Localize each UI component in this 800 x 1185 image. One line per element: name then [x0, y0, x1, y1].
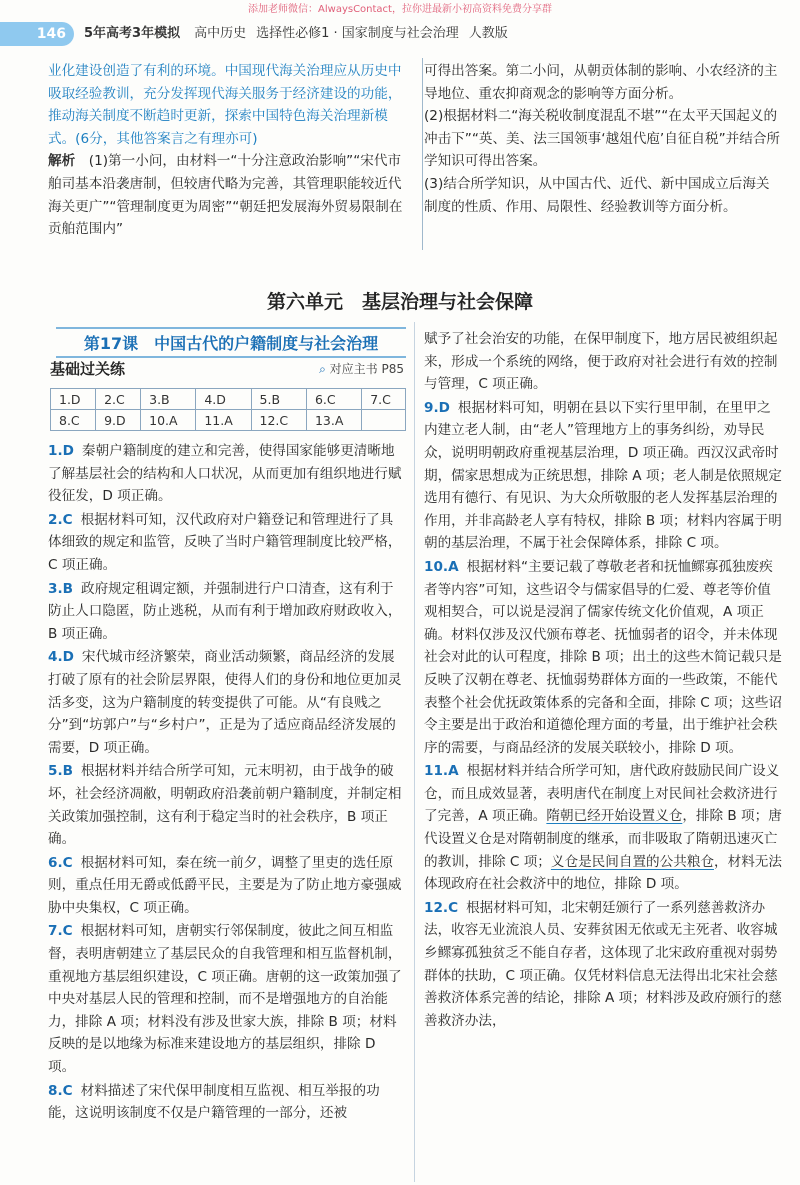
item-text: 赋予了社会治安的功能，在保甲制度下，地方居民被组织起来，形成一个系统的网络，便于政府对社会进行有效的控制与管理，C 项正确。	[424, 331, 778, 393]
underlined-text: 隋朝已经开始设置义仓	[546, 808, 683, 825]
top-right-block	[424, 60, 782, 218]
item-answer: B	[62, 580, 73, 597]
item-text: ，排除 B 项；唐代设置义仓是对隋朝制度的继承，而非吸取了隋朝迅速灭亡的教训，排除 C 项；	[424, 808, 782, 870]
section-header	[50, 358, 406, 382]
item-answer: B	[62, 763, 73, 780]
item-number: 6.	[48, 854, 63, 871]
answer-cell: 4.D	[196, 389, 251, 410]
item-answer: D	[438, 399, 450, 416]
item-number: 9.	[424, 399, 439, 416]
item-text: 根据材料“主要记载了尊敬老者和抚恤鳏寡孤独废疾者等内容”可知，这些诏令与儒家倡导的仁爱、尊老等价值观相契合，可以说是浸润了儒家传统文化价值观，A 项正确。材料仅涉及汉代颁布尊老、抚恤弱者的诏令，并未体现社会对此的认可程度，排除 B 项；出土的这些木简记载只是反映了汉朝在尊老、抚恤弱势群体方面的一些政策，不能代表整个社会优抚政策体系的完备和全面，排除 C 项；这些诏令主要是出于政治和道德伦理方面的考量，出于维护社会秩序的需要，与商品经济的发展关联较小，排除 D 项。	[424, 558, 782, 756]
item-text: 根据材料可知，唐朝实行邻保制度，彼此之间互相监督，表明唐朝建立了基层民众的自我管理和相互监督机制，重视地方基层组织建设，C 项正确。唐朝的这一政策加强了中央对基层人民的管理和控制，而不是增强地方的自治能力，排除 A 项；材料没有涉及世家大族，排除 B 项；材料反映的是以地缘为标准来建设地方的基层组织，排除 D 项。	[48, 923, 402, 1076]
explain-line: 可得出答案。第二小问，从朝贡体制的影响、小农经济的主导地位、重农抑商观念的影响等方面分析。	[424, 63, 778, 102]
answer-cell: 1.D	[51, 389, 96, 410]
list-item	[48, 920, 406, 1078]
item-text: 根据材料并结合所学可知，元末明初，由于战争的破坏，社会经济凋敝，明朝政府沿袭前朝户籍制度，并制定相关政策加强控制，这有利于稳定当时的社会秩序，B 项正确。	[48, 763, 402, 848]
list-item	[48, 646, 406, 759]
item-number: 2.	[48, 511, 63, 528]
item-number: 5.	[48, 763, 63, 780]
answer-text: 业化建设创造了有利的环境。中国现代海关治理应从历史中吸取经验教训，充分发挥现代海关服务于经济建设的功能，推动海关制度不断趋时更新，探索中国特色海关治理新模式。(6分，其他答案言之有理亦可)	[48, 63, 402, 147]
list-item	[48, 578, 406, 646]
item-answer: C	[62, 1082, 73, 1099]
item-number: 11.	[424, 763, 449, 780]
item-answer: A	[448, 558, 459, 575]
item-answer: D	[62, 443, 74, 459]
answer-cell	[362, 410, 406, 431]
answer-cell: 12.C	[251, 410, 306, 431]
list-item	[424, 760, 782, 896]
list-item	[424, 897, 782, 1033]
item-text: 秦朝户籍制度的建立和完善，使得国家能够更清晰地了解基层社会的结构和人口状况，从而更加有组织地进行赋役征发，D 项正确。	[48, 443, 402, 505]
answer-cell: 13.A	[306, 410, 361, 431]
answer-cell: 10.A	[141, 410, 196, 431]
list-item	[48, 509, 406, 577]
list-item	[48, 440, 406, 508]
explain-line: (3)结合所学知识，从中国古代、近代、新中国成立后海关制度的性质、作用、局限性、经验教训等方面分析。	[424, 175, 770, 215]
answer-cell: 6.C	[306, 389, 361, 410]
table-row	[51, 389, 406, 410]
item-text: 政府规定租调定额，并强制进行户口清查，这有利于防止人口隐匿，防止逃税，从而有利于增加政府财政收入，B 项正确。	[48, 580, 402, 642]
search-icon: ⌕	[319, 362, 326, 376]
page-number: 146	[0, 22, 74, 46]
answer-cell: 2.C	[96, 389, 141, 410]
item-text: 根据材料并结合所学可知，唐代政府鼓励民间广设义仓，而且成效显著，表明唐代在制度上对民间社会救济进行了完善，A 项正确。	[424, 763, 780, 825]
list-item	[48, 760, 406, 850]
answer-cell: 9.D	[96, 410, 141, 431]
explain-line: (2)根据材料二“海关税收制度混乱不堪”“在太平天国起义的冲击下”“英、美、法三国领事‘越俎代庖’自征自税”并结合所学知识可得出答案。	[424, 108, 781, 170]
left-explanations	[48, 440, 406, 1126]
item-text: 根据材料可知，秦在统一前夕，调整了里吏的选任原则，重点任用无爵或低爵平民，主要是为了防止地方豪强威胁中央集权，C 项正确。	[48, 854, 402, 916]
answer-cell: 3.B	[141, 389, 196, 410]
page-header	[0, 22, 800, 48]
item-text: 根据材料可知，汉代政府对户籍登记和管理进行了具体细致的规定和监管，反映了当时户籍管理制度比较严格，C 项正确。	[48, 511, 402, 573]
item-answer: D	[62, 649, 74, 666]
item-number: 4.	[48, 649, 63, 666]
answer-cell: 7.C	[362, 389, 406, 410]
item-answer: A	[448, 763, 459, 780]
item-number: 1.	[48, 443, 63, 459]
item-answer: C	[62, 854, 73, 871]
item-number: 8.	[48, 1082, 63, 1099]
unit-title: 第六单元 基层治理与社会保障	[266, 291, 533, 313]
right-explanations	[424, 328, 782, 1033]
book-title: 5年高考3年模拟	[84, 26, 181, 41]
publisher: 人教版	[468, 26, 508, 41]
subject: 高中历史	[194, 26, 247, 41]
answer-cell: 11.A	[196, 410, 251, 431]
header-text	[84, 22, 518, 46]
item-answer: C	[62, 923, 73, 940]
list-item	[424, 328, 782, 396]
underlined-text: 义仓是民间自置的公共粮仓	[550, 853, 715, 870]
column-divider	[414, 322, 415, 1182]
item-text: 根据材料可知，北宋朝廷颁行了一系列慈善救济办法，收容无业流浪人员、安葬贫困无依或无主死者、收容城乡鳏寡孤独贫乏不能自存者，这体现了北宋政府重视对弱势群体的扶助，C 项正确。仅凭材料信息无法得出北宋社会慈善救济体系完善的结论，排除 A 项；材料涉及政府颁行的慈善救济办法，	[424, 899, 782, 1029]
item-number: 12.	[424, 899, 449, 916]
jiexi-label: 解析	[48, 153, 76, 170]
item-text: 材料描述了宋代保甲制度相互监视、相互举报的功能，这说明该制度不仅是户籍管理的一部分，还被	[48, 1082, 380, 1122]
answer-key-table	[50, 388, 406, 431]
item-number: 7.	[48, 923, 63, 940]
item-text: ，材料无法体现政府在社会救济中的地位，排除 D 项。	[424, 853, 782, 893]
item-number: 10.	[424, 558, 449, 575]
list-item	[424, 397, 782, 555]
answer-cell: 5.B	[251, 389, 306, 410]
item-text: 宋代城市经济繁荣，商业活动频繁，商品经济的发展打破了原有的社会阶层界限，使得人们的身份和地位更加灵活多变，这为户籍制度的转变提供了可能。从“有良贱之分”到“坊郭户”与“乡村户”，正是为了适应商品经济发展的需要，D 项正确。	[48, 649, 402, 756]
section-title: 基础过关练	[50, 360, 126, 378]
section-ref	[319, 360, 404, 377]
item-answer: C	[62, 511, 73, 528]
list-item	[48, 852, 406, 920]
lesson-title: 第17课 中国古代的户籍制度与社会治理	[56, 327, 406, 358]
item-answer: C	[448, 899, 459, 916]
item-number: 3.	[48, 580, 63, 597]
table-row	[51, 410, 406, 431]
item-text: 根据材料可知，明朝在县以下实行里甲制，在里甲之内建立老人制，由“老人”管理地方上的事务纠纷，劝导民众，说明明朝政府重视基层治理，D 项正确。西汉汉武帝时期，儒家思想成为正统思想，排除 A 项；老人制是依照规定选用有德行、有见识、为大众所敬服的老人发挥基层治理的作用，并非高龄老人享有特权，排除 B 项；材料内容属于明朝的基层治理，不属于社会保障体系，排除 C 项。	[424, 399, 782, 552]
list-item	[48, 1080, 406, 1125]
volume: 选择性必修1 · 国家制度与社会治理	[256, 26, 459, 41]
answer-box-divider	[48, 58, 423, 250]
jiexi-text: (1)第一小问，由材料一“十分注意政治影响”“宋代市舶司基本沿袭唐制，但较唐代略为完善，其管理职能较近代海关更广”“管理制度更为周密”“朝廷把发展海外贸易限制在贡舶范围内”	[48, 153, 403, 238]
ref-text: 对应主书 P85	[329, 362, 404, 376]
answer-cell: 8.C	[51, 410, 96, 431]
watermark: 添加老师微信：AlwaysContact，拉你进最新小初高资料免费分享群	[248, 4, 552, 15]
list-item	[424, 556, 782, 759]
